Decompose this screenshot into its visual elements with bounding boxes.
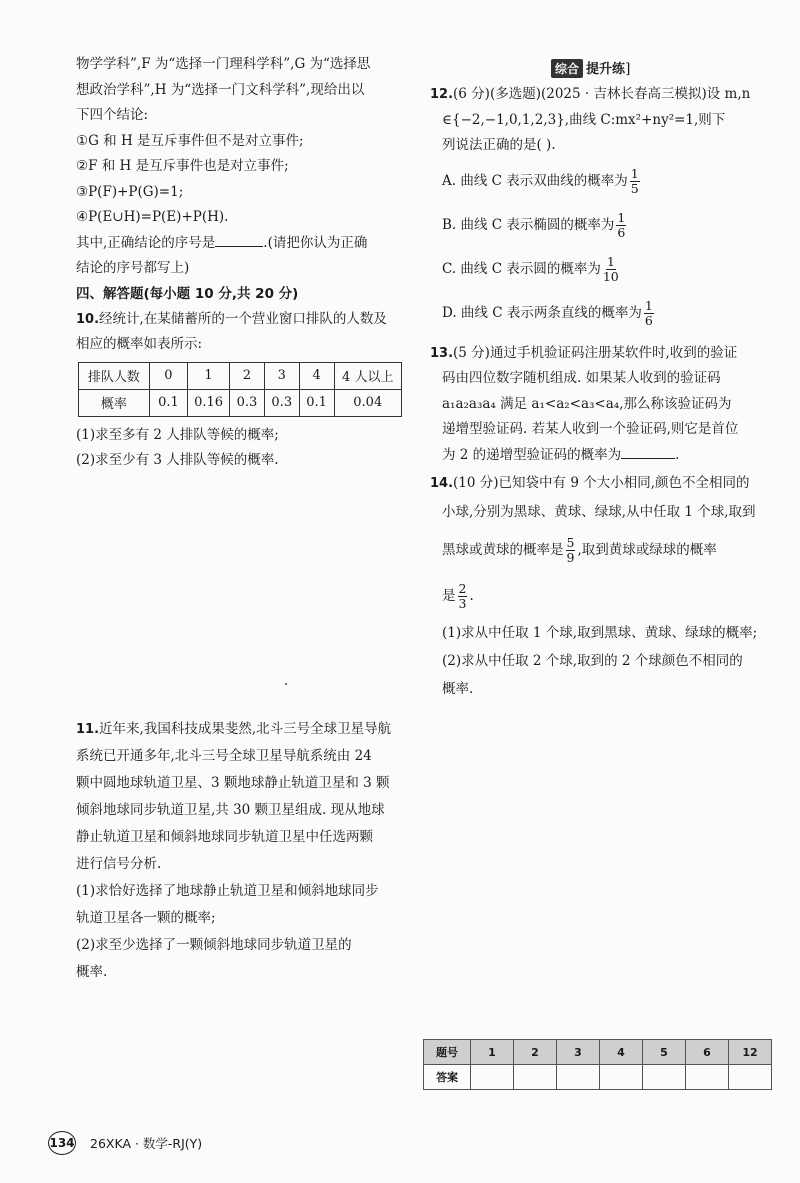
table-cell: 3 xyxy=(557,1040,600,1065)
answer-cell[interactable] xyxy=(686,1065,729,1090)
q13-answer-blank[interactable] xyxy=(621,444,675,459)
question-12 xyxy=(430,82,770,335)
numerator: 5 xyxy=(566,535,575,550)
section-title: 四、解答题(每小题 10 分,共 20 分) xyxy=(76,285,299,302)
tag-dark-label: 综合 xyxy=(551,59,583,78)
q13-line4: 递增型验证码. 若某人收到一个验证码,则它是首位 xyxy=(442,421,739,437)
page-footer xyxy=(48,1131,202,1155)
answer-cell[interactable] xyxy=(643,1065,686,1090)
answer-table-header xyxy=(424,1040,772,1065)
denominator: 9 xyxy=(566,550,575,565)
question-14 xyxy=(430,470,770,703)
q11-line: 近年来,我国科技成果斐然,北斗三号全球卫星导航 xyxy=(99,721,392,737)
numerator: 1 xyxy=(617,209,626,225)
q11-sub2: (2)求至少选择了一颗倾斜地球同步轨道卫星的 xyxy=(76,937,352,953)
question-9-continued xyxy=(76,52,402,282)
table-cell: 答案 xyxy=(424,1065,471,1090)
tag-label: 提升练 xyxy=(586,62,626,77)
table-cell: 12 xyxy=(729,1040,772,1065)
q9-ask-cont: 结论的序号都写上) xyxy=(76,260,190,276)
q11-sub1: (1)求恰好选择了地球静止轨道卫星和倾斜地球同步 xyxy=(76,883,379,899)
q12-number: 12. xyxy=(430,87,454,102)
q9-line: 物学学科”,F 为“选择一门理科学科”,G 为“选择思 xyxy=(76,56,371,72)
denominator: 5 xyxy=(630,180,639,196)
table-cell: 4 xyxy=(299,362,334,389)
q14-sub1: (1)求从中任取 1 个球,取到黑球、黄球、绿球的概率; xyxy=(442,625,758,641)
table-row xyxy=(79,389,402,416)
question-11 xyxy=(76,716,402,986)
bracket-glyph: ] xyxy=(625,61,631,77)
q11-line: 系统已开通多年,北斗三号全球卫星导航系统由 24 xyxy=(76,748,372,764)
answer-cell[interactable] xyxy=(600,1065,643,1090)
table-cell: 0.3 xyxy=(264,389,299,416)
denominator: 6 xyxy=(644,312,653,328)
q11-sub1-cont: 轨道卫星各一颗的概率; xyxy=(76,910,216,926)
q11-line: 进行信号分析. xyxy=(76,856,162,872)
left-column xyxy=(76,52,402,474)
q9-conclusion-4: ④P(E∪H)=P(E)+P(H). xyxy=(76,209,229,225)
q10-line2: 相应的概率如表所示: xyxy=(76,336,203,352)
numerator: 1 xyxy=(644,297,653,313)
table-cell: 5 xyxy=(643,1040,686,1065)
table-header-row xyxy=(79,362,402,389)
q9-line: 下四个结论: xyxy=(76,107,149,123)
fraction xyxy=(566,536,576,565)
answer-cell[interactable] xyxy=(514,1065,557,1090)
section-tag xyxy=(551,58,631,78)
table-cell: 1 xyxy=(471,1040,514,1065)
table-cell: 4 xyxy=(600,1040,643,1065)
q14-number: 14. xyxy=(430,476,454,491)
answer-cell[interactable] xyxy=(729,1065,772,1090)
answer-cell[interactable] xyxy=(557,1065,600,1090)
option-text: D. 曲线 C 表示两条直线的概率为 xyxy=(442,304,642,321)
probability-table xyxy=(78,362,402,417)
q12-line3: 列说法正确的是( ). xyxy=(442,137,556,153)
q9-conclusion-1: ①G 和 H 是互斥事件但不是对立事件; xyxy=(76,132,304,149)
table-cell: 概率 xyxy=(79,389,150,416)
q11-line: 静止轨道卫星和倾斜地球同步轨道卫星中任选两颗 xyxy=(76,829,373,845)
q9-conclusion-3: ③P(F)+P(G)=1; xyxy=(76,183,184,200)
table-cell: 0.04 xyxy=(334,389,401,416)
q12-line2: ∈{−2,−1,0,1,2,3},曲线 C:mx²+ny²=1,则下 xyxy=(442,111,726,128)
q14-line4a: 是 xyxy=(442,588,456,604)
q9-ask-text: 其中,正确结论的序号是 xyxy=(76,234,216,251)
answer-cell[interactable] xyxy=(471,1065,514,1090)
stray-dot xyxy=(285,683,287,685)
table-cell: 0.1 xyxy=(149,389,187,416)
q13-line1: (5 分)通过手机验证码注册某软件时,收到的验证 xyxy=(453,344,738,361)
table-cell: 0.1 xyxy=(299,389,334,416)
q13-line2: 码由四位数字随机组成. 如果某人收到的验证码 xyxy=(442,370,721,386)
q9-conclusion-2: ②F 和 H 是互斥事件也是对立事件; xyxy=(76,158,289,174)
q13-number: 13. xyxy=(430,345,454,361)
page-number: 134 xyxy=(48,1131,76,1155)
q11-sub2-cont: 概率. xyxy=(76,964,108,980)
fraction xyxy=(603,255,619,284)
denominator: 10 xyxy=(602,268,619,284)
q14-sub2-cont: 概率. xyxy=(442,681,474,697)
q12-option-b[interactable] xyxy=(430,203,770,247)
table-cell: 4 人以上 xyxy=(334,362,401,389)
numerator: 1 xyxy=(606,253,615,269)
q14-line4b: . xyxy=(469,588,474,604)
table-cell: 3 xyxy=(264,362,299,389)
table-cell: 2 xyxy=(514,1040,557,1065)
fraction xyxy=(458,582,468,611)
q9-answer-blank[interactable] xyxy=(215,232,263,247)
table-cell: 0.3 xyxy=(230,389,265,416)
q14-line1: (10 分)已知袋中有 9 个大小相同,颜色不全相同的 xyxy=(453,475,750,491)
q9-ask xyxy=(76,231,402,257)
option-text: C. 曲线 C 表示圆的概率为 xyxy=(442,260,601,277)
q9-line: 想政治学科”,H 为“选择一门文科学科”,现给出以 xyxy=(76,81,365,98)
q14-sub2: (2)求从中任取 2 个球,取到的 2 个球颜色不相同的 xyxy=(442,653,743,669)
q13-line5: 为 2 的递增型验证码的概率为 xyxy=(442,446,622,463)
numerator: 2 xyxy=(458,581,467,596)
fraction xyxy=(644,299,654,328)
option-text: B. 曲线 C 表示椭圆的概率为 xyxy=(442,216,615,233)
q14-line3a: 黑球或黄球的概率是 xyxy=(442,542,564,558)
q13-line3: a₁a₂a₃a₄ 满足 a₁<a₂<a₃<a₄,那么称该验证码为 xyxy=(442,395,732,412)
q12-option-c[interactable] xyxy=(430,247,770,291)
denominator: 3 xyxy=(458,596,467,611)
q13-period: . xyxy=(675,446,680,463)
q10-sub1: (1)求至多有 2 人排队等候的概率; xyxy=(76,426,279,443)
table-cell: 0.16 xyxy=(188,389,230,416)
right-column xyxy=(430,82,770,703)
q12-option-a[interactable] xyxy=(430,159,770,203)
fraction xyxy=(616,211,626,240)
table-cell: 0 xyxy=(149,362,187,389)
q9-ask-text-2: .(请把你认为正确 xyxy=(263,234,368,251)
table-cell: 1 xyxy=(188,362,230,389)
q11-line: 倾斜地球同步轨道卫星,共 30 颗卫星组成. 现从地球 xyxy=(76,802,385,818)
option-text: A. 曲线 C 表示双曲线的概率为 xyxy=(442,172,628,189)
q10-number: 10. xyxy=(76,311,100,327)
q12-line1: (6 分)(多选题)(2025 · 吉林长春高三模拟)设 m,n xyxy=(453,86,751,102)
table-cell: 6 xyxy=(686,1040,729,1065)
book-code: 26XKA · 数学-RJ(Y) xyxy=(90,1136,203,1151)
q14-line2: 小球,分别为黑球、黄球、绿球,从中任取 1 个球,取到 xyxy=(442,504,756,520)
q11-number: 11. xyxy=(76,722,100,737)
fraction xyxy=(630,167,640,196)
q12-option-d[interactable] xyxy=(430,291,770,335)
question-13 xyxy=(430,341,770,469)
answer-table-row xyxy=(424,1065,772,1090)
table-cell: 题号 xyxy=(424,1040,471,1065)
question-10 xyxy=(76,307,402,474)
table-cell: 2 xyxy=(230,362,265,389)
denominator: 6 xyxy=(617,224,626,240)
numerator: 1 xyxy=(630,165,639,181)
q11-line: 颗中圆地球轨道卫星、3 颗地球静止轨道卫星和 3 颗 xyxy=(76,775,390,791)
table-cell: 排队人数 xyxy=(79,362,150,389)
q10-sub2: (2)求至少有 3 人排队等候的概率. xyxy=(76,452,279,468)
q14-line3b: ,取到黄球或绿球的概率 xyxy=(577,542,717,558)
answer-table xyxy=(423,1039,772,1090)
q10-line1: 经统计,在某储蓄所的一个营业窗口排队的人数及 xyxy=(99,310,387,327)
